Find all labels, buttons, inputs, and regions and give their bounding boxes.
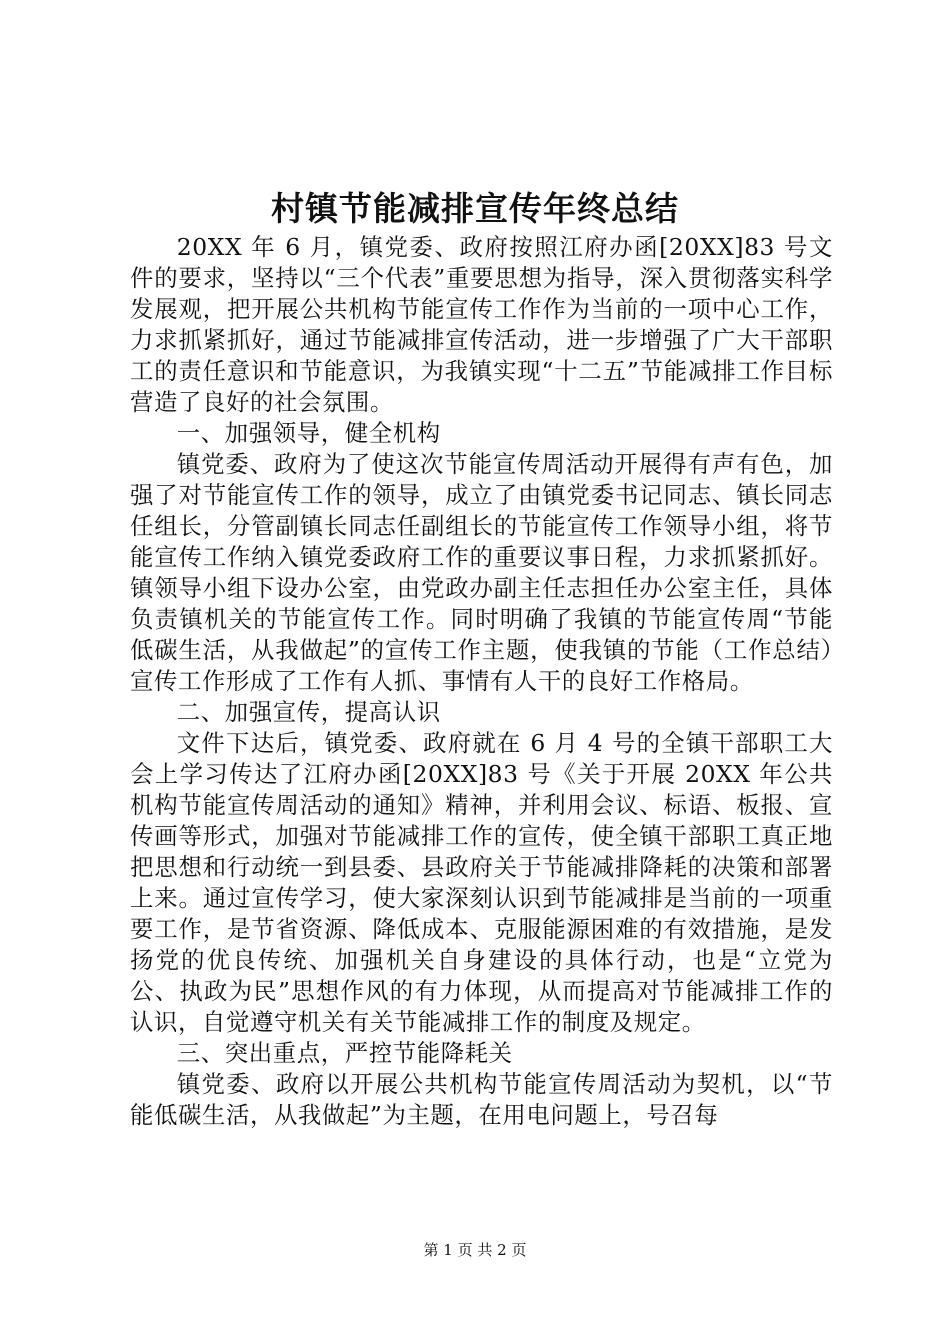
section-heading-1: 一、加强领导，健全机构 — [176, 419, 441, 447]
paragraph-section-3: 镇党委、政府以开展公共机构节能宣传周活动为契机，以“节能低碳生活，从我做起”为主题，在用电问题上，号召每 — [130, 1070, 833, 1129]
document-title: 村镇节能减排宣传年终总结 — [271, 189, 679, 228]
paragraph-intro: 20XX 年 6 月，镇党委、政府按照江府办函[20XX]83 号文件的要求，坚持以“三个代表”重要思想为指导，深入贯彻落实科学发展观，把开展公共机构节能宣传工作作为当前的一项中心工作，力求抓紧抓好，通过节能减排宣传活动，进一步增强了广大干部职工的责任意识和节能意识，为我镇实现“十二五”节能减排工作目标营造了良好的社会氛围。 — [130, 233, 833, 416]
section-heading-2: 二、加强宣传，提高认识 — [176, 698, 441, 726]
paragraph-section-1: 镇党委、政府为了使这次节能宣传周活动开展得有声有色，加强了对节能宣传工作的领导，成立了由镇党委书记同志、镇长同志任组长，分管副镇长同志任副组长的节能宣传工作领导小组，将节能宣传工作纳入镇党委政府工作的重要议事日程，力求抓紧抓好。镇领导小组下设办公室，由党政办副主任志担任办公室主任，具体负责镇机关的节能宣传工作。同时明确了我镇的节能宣传周“节能低碳生活，从我做起”的宣传工作主题，使我镇的节能（工作总结）宣传工作形成了工作有人抓、事情有人干的良好工作格局。 — [130, 450, 833, 695]
document-body — [130, 232, 833, 1131]
page-footer: 第 1 页 共 2 页 — [423, 1241, 527, 1259]
paragraph-section-2: 文件下达后，镇党委、政府就在 6 月 4 号的全镇干部职工大会上学习传达了江府办函[20XX]83 号《关于开展 20XX 年公共机构节能宣传周活动的通知》精神，并利用会议、标语、板报、宣传画等形式，加强对节能减排工作的宣传，使全镇干部职工真正地把思想和行动统一到县委、县政府关于节能减排降耗的决策和部署上来。通过宣传学习，使大家深刻认识到节能减排是当前的一项重要工作，是节省资源、降低成本、克服能源困难的有效措施，是发扬党的优良传统、加强机关自身建设的具体行动，也是“立党为公、执政为民”思想作风的有力体现，从而提高对节能减排工作的认识，自觉遵守机关有关节能减排工作的制度及规定。 — [130, 729, 833, 1036]
section-heading-3: 三、突出重点，严控节能降耗关 — [176, 1039, 513, 1067]
